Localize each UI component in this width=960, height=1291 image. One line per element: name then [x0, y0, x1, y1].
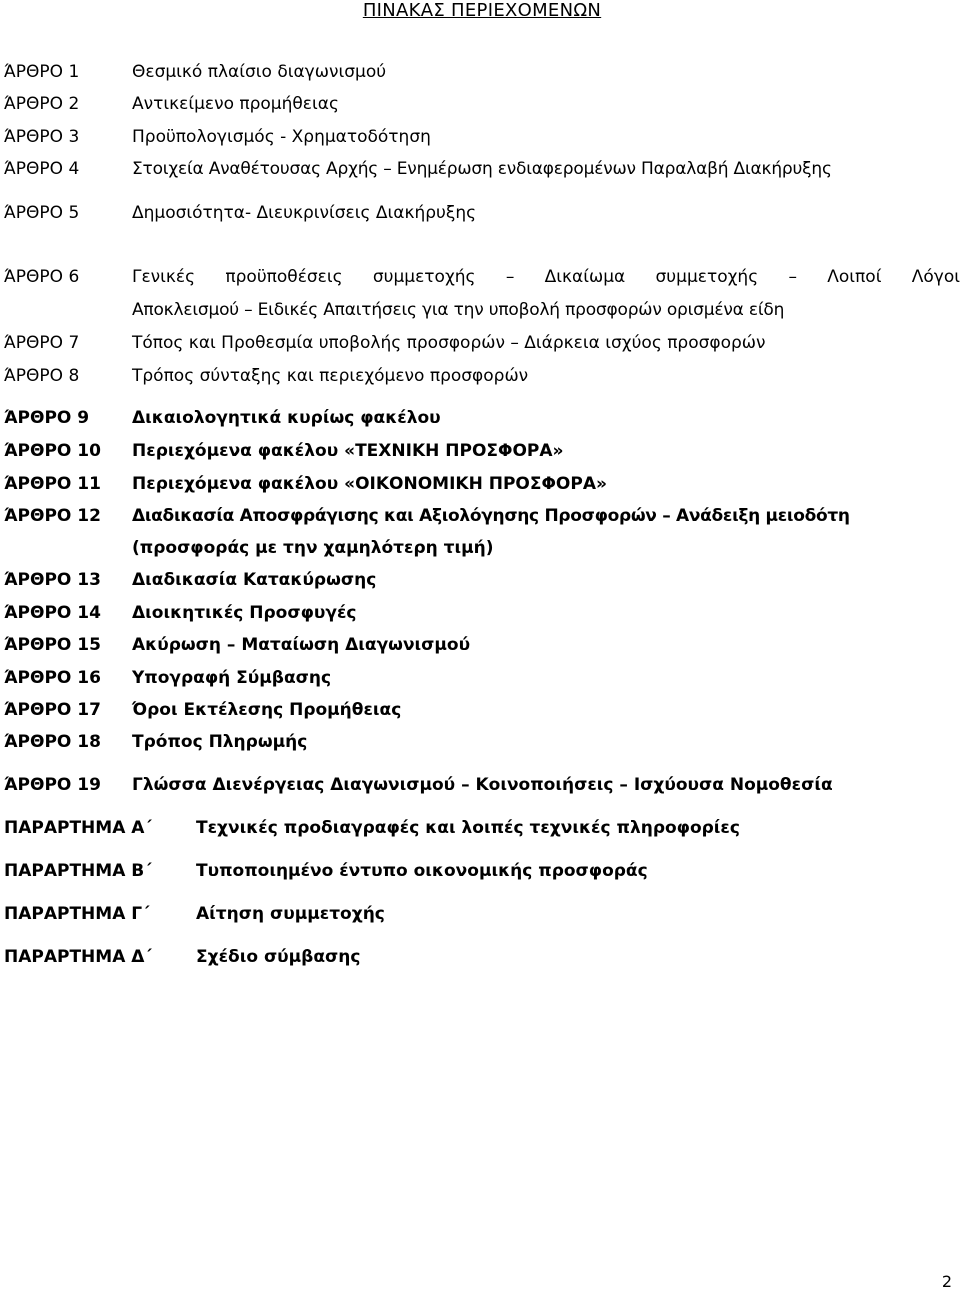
page-title: ΠΙΝΑΚΑΣ ΠΕΡΙΕΧΟΜΕΝΩΝ: [362, 0, 602, 21]
article-title: Δημοσιότητα- Διευκρινίσεις Διακήρυξης: [132, 203, 477, 223]
article-title-line-2: (προσφοράς με την χαμηλότερη τιμή): [132, 538, 494, 558]
article-title: Γλώσσα Διενέργειας Διαγωνισμού – Κοινοποιήσεις – Ισχύουσα Νομοθεσία: [132, 775, 833, 795]
article-title: Περιεχόμενα φακέλου «ΟΙΚΟΝΟΜΙΚΗ ΠΡΟΣΦΟΡΑ»: [132, 474, 607, 494]
article-label: ΆΡΘΡΟ 15: [4, 635, 101, 655]
article-label: ΆΡΘΡΟ 11: [4, 474, 101, 494]
article-title: Περιεχόμενα φακέλου «ΤΕΧΝΙΚΗ ΠΡΟΣΦΟΡΑ»: [132, 441, 564, 461]
article-label: ΆΡΘΡΟ 8: [4, 366, 80, 386]
article-label: ΆΡΘΡΟ 18: [4, 732, 101, 752]
article-label: ΆΡΘΡΟ 2: [4, 94, 80, 114]
annex-title: Σχέδιο σύμβασης: [196, 947, 361, 967]
article-title-line-1: Διαδικασία Αποσφράγισης και Αξιολόγησης Προσφορών – Ανάδειξη μειοδότη: [132, 506, 850, 526]
page-number: 2: [941, 1272, 952, 1291]
article-title: Στοιχεία Αναθέτουσας Αρχής – Ενημέρωση ενδιαφερομένων Παραλαβή Διακήρυξης: [132, 159, 832, 179]
article-title: Διοικητικές Προσφυγές: [132, 603, 357, 623]
annex-title: Τεχνικές προδιαγραφές και λοιπές τεχνικές πληροφορίες: [196, 818, 740, 838]
article-label: ΆΡΘΡΟ 17: [4, 700, 101, 720]
annex-title: Αίτηση συμμετοχής: [196, 904, 385, 924]
article-title: Αντικείμενο προμήθειας: [132, 94, 339, 114]
annex-title: Τυποποιημένο έντυπο οικονομικής προσφοράς: [196, 861, 648, 881]
article-title: Υπογραφή Σύμβασης: [132, 668, 332, 688]
article-label: ΆΡΘΡΟ 4: [4, 159, 80, 179]
article-label: ΆΡΘΡΟ 14: [4, 603, 101, 623]
article-title: Τόπος και Προθεσμία υποβολής προσφορών – Διάρκεια ισχύος προσφορών: [132, 333, 766, 353]
article-label: ΆΡΘΡΟ 10: [4, 441, 101, 461]
article-title: Δικαιολογητικά κυρίως φακέλου: [132, 408, 441, 428]
article-title: Τρόπος Πληρωμής: [132, 732, 308, 752]
annex-label: ΠΑΡΑΡΤΗΜΑ Δ΄: [4, 947, 152, 967]
article-title-line-2: Αποκλεισμού – Ειδικές Απαιτήσεις για την υποβολή προσφορών ορισμένα είδη: [132, 300, 785, 320]
article-title: Όροι Εκτέλεσης Προμήθειας: [132, 700, 402, 720]
annex-label: ΠΑΡΑΡΤΗΜΑ Β΄: [4, 861, 152, 881]
article-label: ΆΡΘΡΟ 6: [4, 267, 80, 287]
article-label: ΆΡΘΡΟ 12: [4, 506, 101, 526]
annex-label: ΠΑΡΑΡΤΗΜΑ Γ΄: [4, 904, 150, 924]
article-title: Διαδικασία Κατακύρωσης: [132, 570, 377, 590]
article-label: ΆΡΘΡΟ 19: [4, 775, 101, 795]
article-title: Προϋπολογισμός - Χρηματοδότηση: [132, 127, 431, 147]
article-label: ΆΡΘΡΟ 9: [4, 408, 90, 428]
article-title: Ακύρωση – Ματαίωση Διαγωνισμού: [132, 635, 471, 655]
article-label: ΆΡΘΡΟ 7: [4, 333, 80, 353]
article-label: ΆΡΘΡΟ 3: [4, 127, 80, 147]
article-label: ΆΡΘΡΟ 5: [4, 203, 80, 223]
annex-label: ΠΑΡΑΡΤΗΜΑ Α΄: [4, 818, 152, 838]
article-title: Τρόπος σύνταξης και περιεχόμενο προσφορών: [132, 366, 529, 386]
article-label: ΆΡΘΡΟ 16: [4, 668, 101, 688]
article-label: ΆΡΘΡΟ 1: [4, 62, 80, 82]
article-label: ΆΡΘΡΟ 13: [4, 570, 101, 590]
article-title: Θεσμικό πλαίσιο διαγωνισμού: [132, 62, 387, 82]
article-title-line-1: Γενικές προϋποθέσεις συμμετοχής – Δικαίωμα συμμετοχής – Λοιποί Λόγοι: [132, 267, 960, 287]
